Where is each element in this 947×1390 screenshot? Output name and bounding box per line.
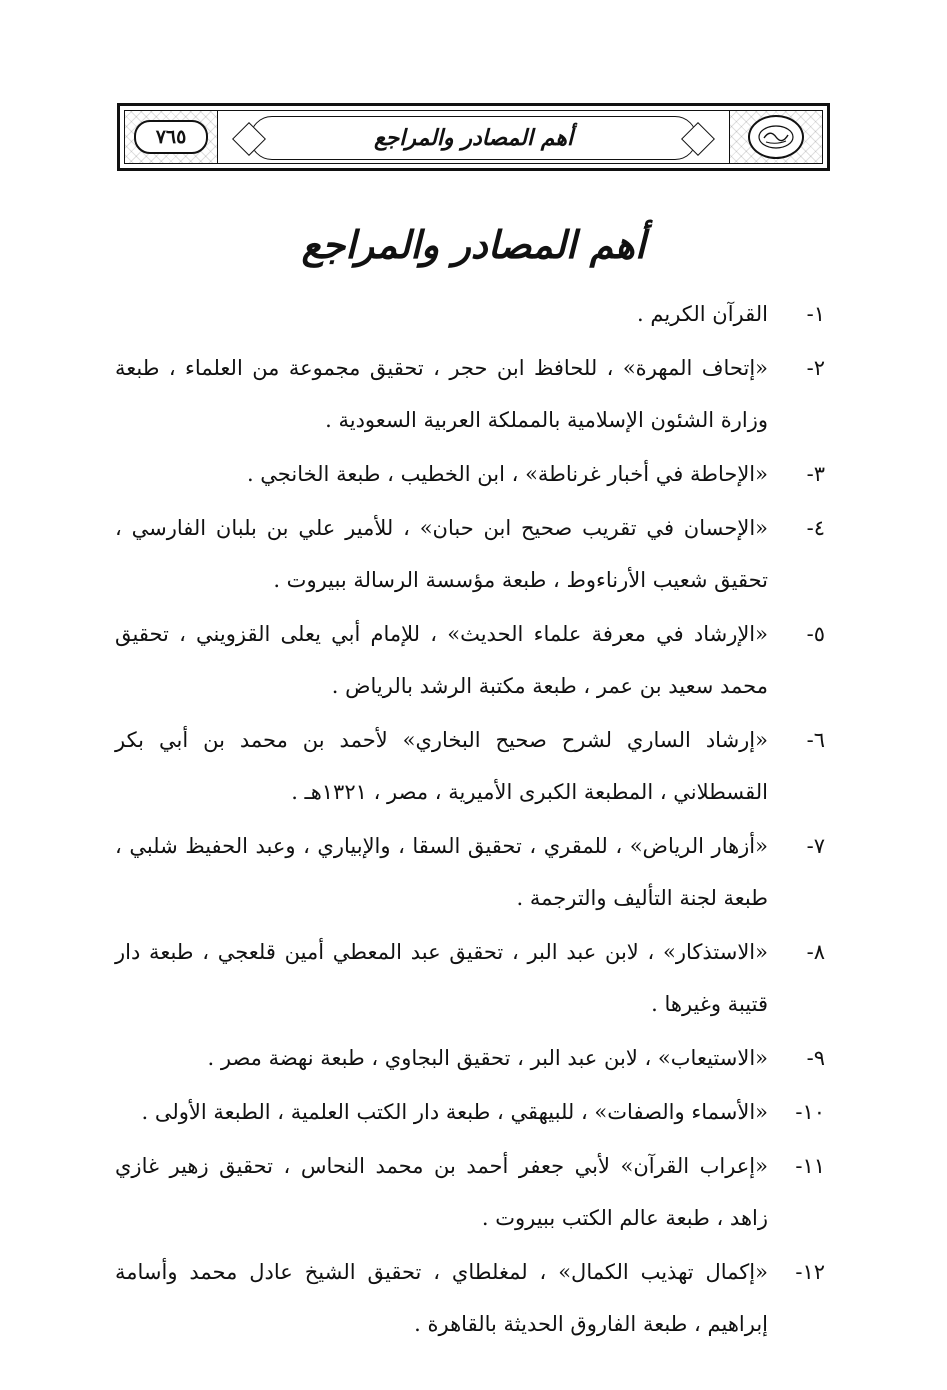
entry-number: ٥- bbox=[806, 622, 825, 646]
entry-text: «الإحاطة في أخبار غرناطة» ، ابن الخطيب ، طبعة الخانجي . bbox=[246, 462, 768, 486]
entry-text: «الإرشاد في معرفة علماء الحديث» ، للإمام أبي يعلى القزويني ، تحقيق محمد سعيد بن عمر ، طبعة مكتبة الرشد بالرياض . bbox=[115, 622, 768, 698]
entry-text: «إكمال تهذيب الكمال» ، لمغلطاي ، تحقيق الشيخ عادل محمد وأسامة إبراهيم ، طبعة الفاروق الحديثة بالقاهرة . bbox=[115, 1260, 768, 1336]
entry-text: «الاستذكار» ، لابن عبد البر ، تحقيق عبد المعطي أمين قلعجي ، طبعة دار قتيبة وغيرها . bbox=[115, 940, 768, 1016]
entry-text: «الأسماء والصفات» ، للبيهقي ، طبعة دار الكتب العلمية ، الطبعة الأولى . bbox=[141, 1100, 768, 1124]
bibliography-entry bbox=[115, 820, 825, 924]
bibliography-entry bbox=[115, 608, 825, 712]
ornamental-seal-icon bbox=[748, 115, 804, 159]
entry-text: «إعراب القرآن» لأبي جعفر أحمد بن محمد النحاس ، تحقيق زهير غازي زاهد ، طبعة عالم الكتب ببيروت . bbox=[115, 1154, 768, 1230]
entry-text: «أزهار الرياض» ، للمقري ، تحقيق السقا ، والإبياري ، وعبد الحفيظ شلبي ، طبعة لجنة التأليف والترجمة . bbox=[115, 834, 768, 910]
entry-text: القرآن الكريم . bbox=[637, 302, 768, 326]
header-left-ornament bbox=[124, 110, 218, 164]
bibliography-entry bbox=[115, 1032, 825, 1084]
entry-number: ٤- bbox=[806, 516, 825, 540]
entry-number: ١١- bbox=[795, 1154, 825, 1178]
entry-number: ٨- bbox=[806, 940, 825, 964]
entry-text: «الاستيعاب» ، لابن عبد البر ، تحقيق البجاوي ، طبعة نهضة مصر . bbox=[207, 1046, 768, 1070]
seal-calligraphy-icon bbox=[756, 123, 796, 151]
bibliography-entry bbox=[115, 502, 825, 606]
entry-number: ١٢- bbox=[795, 1260, 825, 1284]
page-number: ٧٦٥ bbox=[134, 120, 208, 154]
bibliography-entry bbox=[115, 1086, 825, 1138]
entry-number: ١٠- bbox=[795, 1100, 825, 1124]
bibliography-entry bbox=[115, 1140, 825, 1244]
entry-number: ١- bbox=[806, 302, 825, 326]
entry-text: «الإحسان في تقريب صحيح ابن حبان» ، للأمير علي بن بلبان الفارسي ، تحقيق شعيب الأرناءوط ، طبعة مؤسسة الرسالة ببيروت . bbox=[115, 516, 768, 592]
bibliography-entry bbox=[115, 1246, 825, 1350]
header-title: أهم المصادر والمراجع bbox=[373, 125, 574, 151]
entry-number: ٦- bbox=[806, 728, 825, 752]
bibliography-entry bbox=[115, 448, 825, 500]
bibliography-entry bbox=[115, 288, 825, 340]
entry-text: «إرشاد الساري لشرح صحيح البخاري» لأحمد بن محمد بن أبي بكر القسطلاني ، المطبعة الكبرى الأميرية ، مصر ، ١٣٢١هـ . bbox=[115, 728, 768, 804]
entry-number: ٩- bbox=[806, 1046, 825, 1070]
bibliography-entry bbox=[115, 926, 825, 1030]
header-cartouche bbox=[250, 116, 697, 160]
bibliography-list bbox=[115, 288, 825, 1352]
running-header bbox=[117, 103, 830, 171]
page-title: أهم المصادر والمراجع bbox=[301, 222, 646, 267]
bibliography-entry bbox=[115, 714, 825, 818]
entry-number: ٧- bbox=[806, 834, 825, 858]
entry-number: ٣- bbox=[806, 462, 825, 486]
entry-number: ٢- bbox=[806, 356, 825, 380]
header-right-ornament bbox=[729, 110, 823, 164]
entry-text: «إتحاف المهرة» ، للحافظ ابن حجر ، تحقيق مجموعة من العلماء ، طبعة وزارة الشئون الإسلامية بالمملكة العربية السعودية . bbox=[115, 356, 768, 432]
bibliography-entry bbox=[115, 342, 825, 446]
